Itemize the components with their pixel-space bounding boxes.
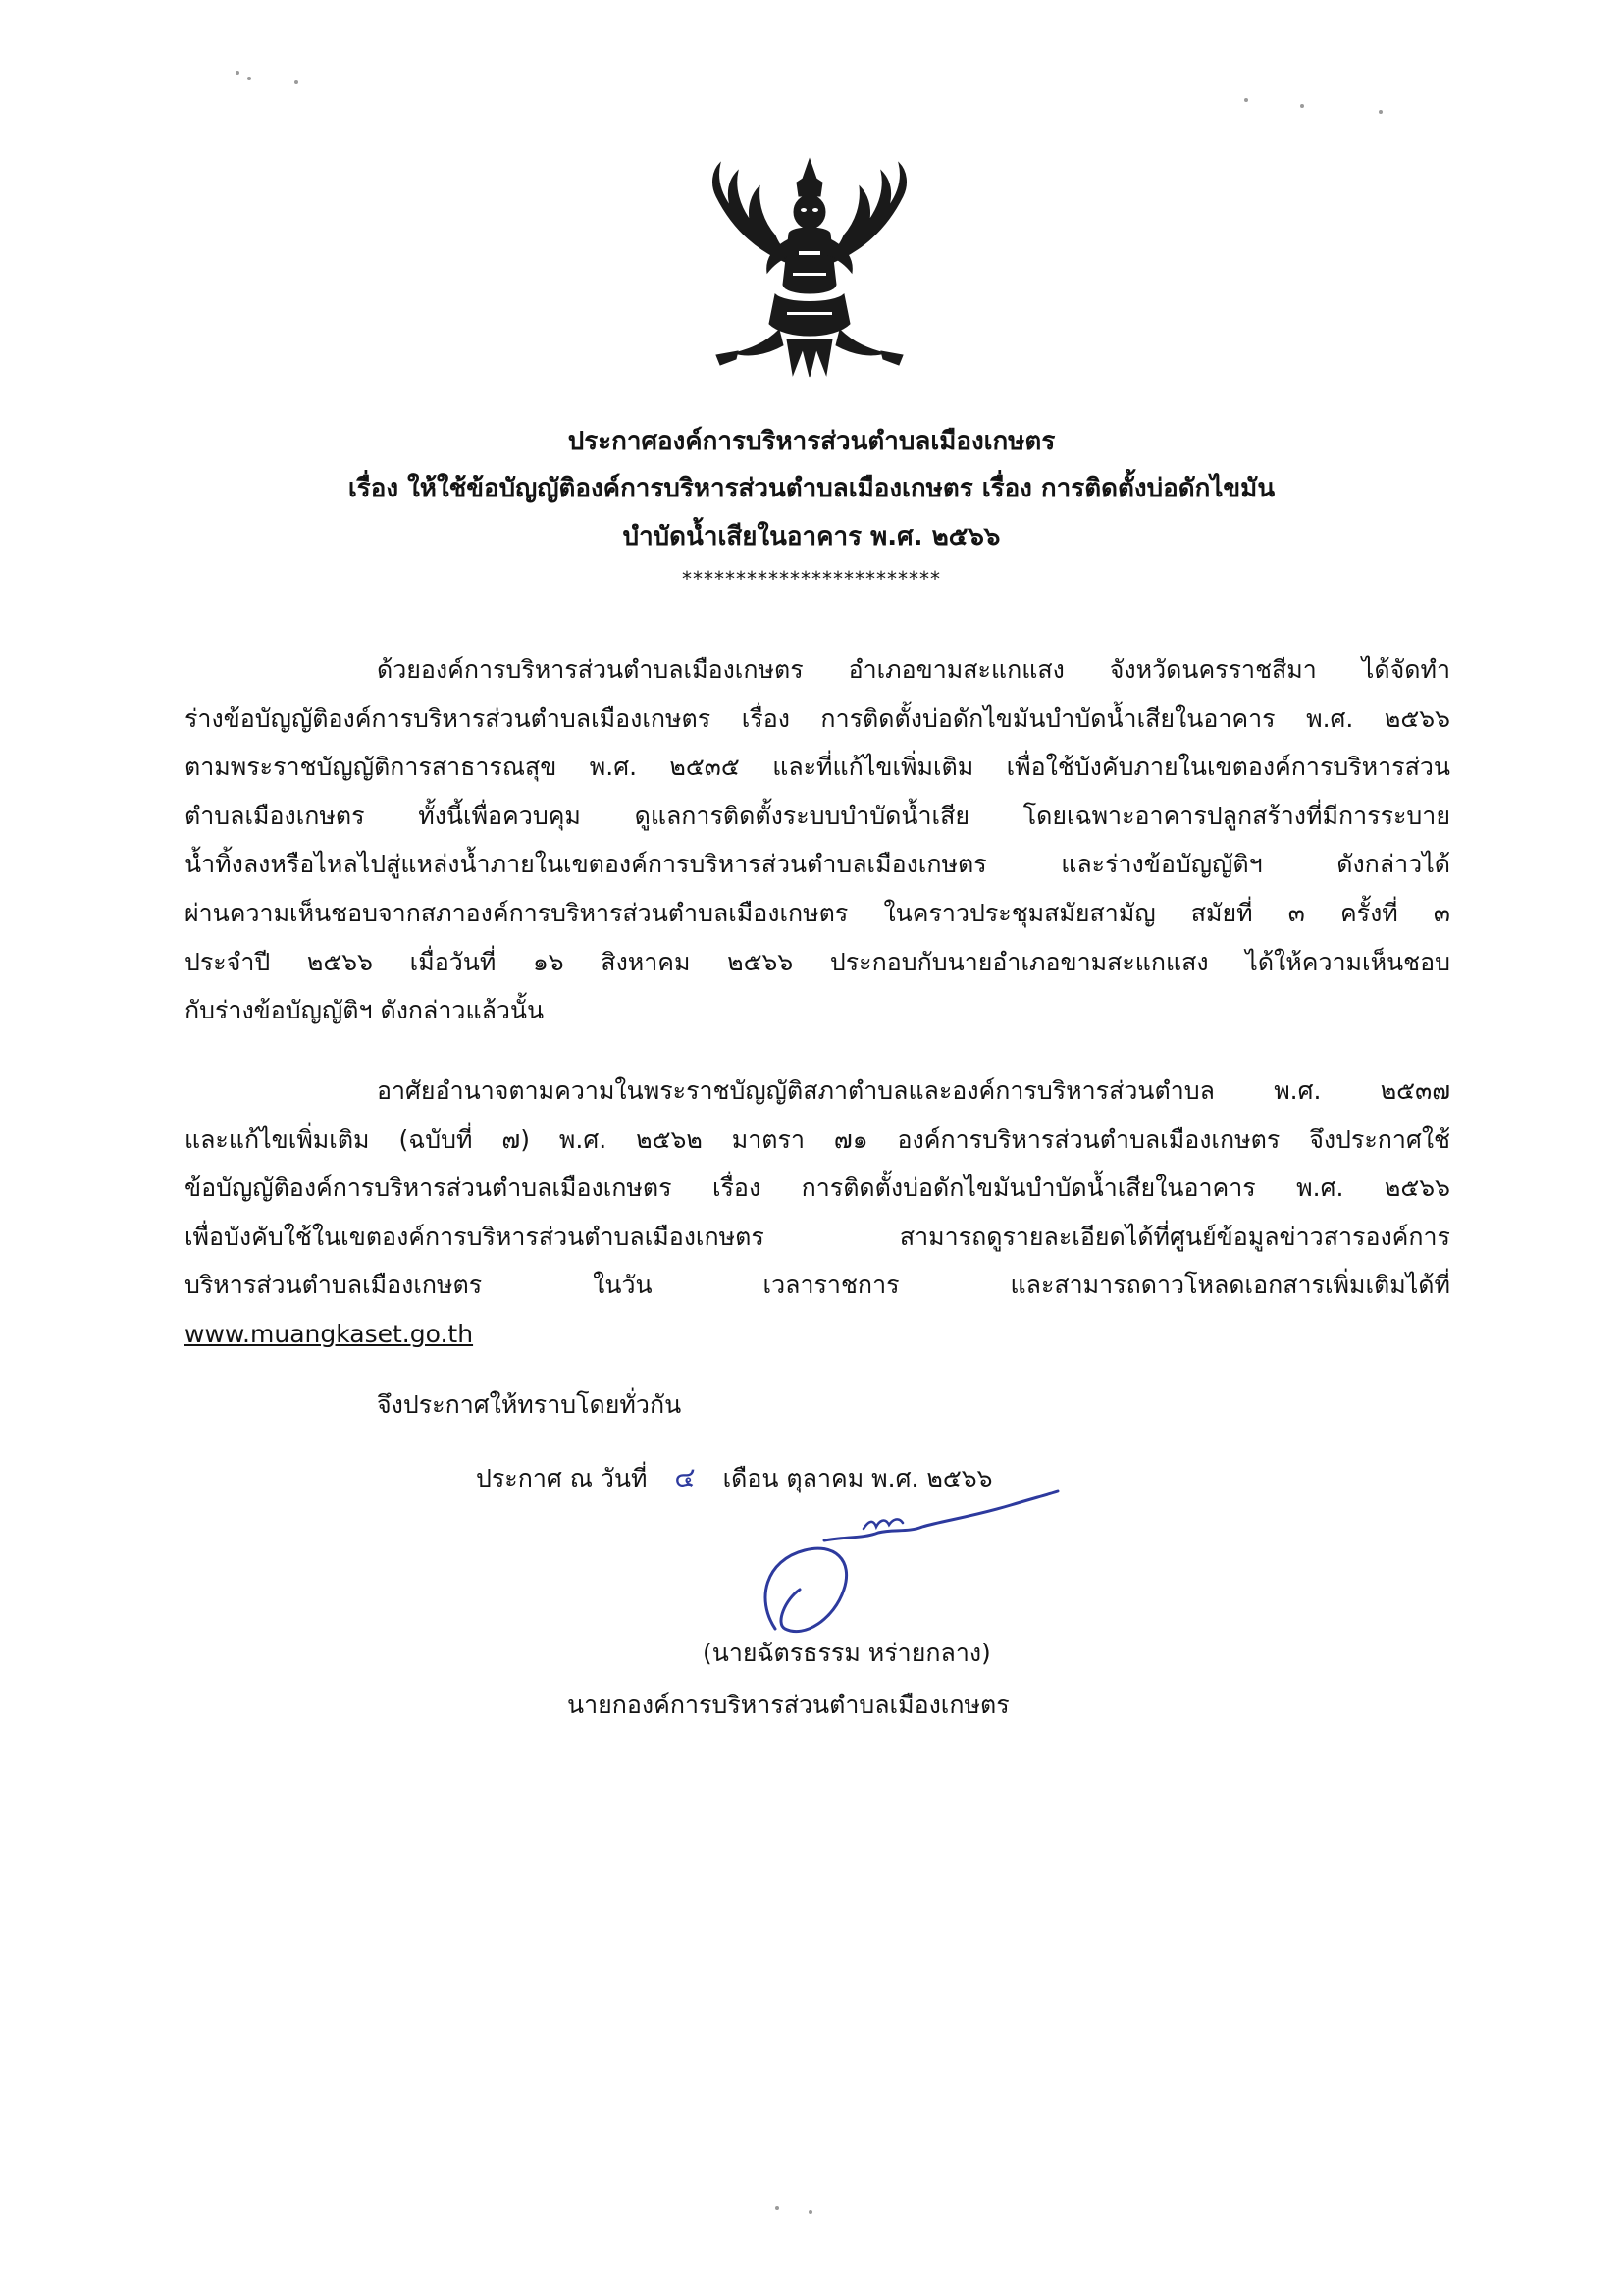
signer-name: (นายฉัตรธรรม หร่ายกลาง) — [703, 1639, 991, 1667]
scan-speck — [809, 2210, 812, 2214]
paragraph-line: ข้อบัญญัติองค์การบริหารส่วนตำบลเมืองเกษตร เรื่อง การติดตั้งบ่อดักไขมันบำบัดน้ำเสียในอาคาร พ.ศ. ๒๕๖๖ — [184, 1174, 1450, 1203]
paragraph-line: กับร่างข้อบัญญัติฯ ดังกล่าวแล้วนั้น — [184, 996, 545, 1025]
paragraph-line: ผ่านความเห็นชอบจากสภาองค์การบริหารส่วนตำบลเมืองเกษตร ในคราวประชุมสมัยสามัญ สมัยที่ ๓ ครั้งที่ ๓ — [184, 898, 1450, 927]
paragraph-line: เพื่อบังคับใช้ในเขตองค์การบริหารส่วนตำบลเมืองเกษตร สามารถดูรายละเอียดได้ที่ศูนย์ข้อมูลข่าวสารองค์การ — [184, 1222, 1450, 1251]
date-month-year: เดือน ตุลาคม พ.ศ. ๒๕๖๖ — [722, 1464, 993, 1492]
paragraph-line: ร่างข้อบัญญัติองค์การบริหารส่วนตำบลเมืองเกษตร เรื่อง การติดตั้งบ่อดักไขมันบำบัดน้ำเสียในอาคาร พ.ศ. ๒๕๖๖ — [184, 704, 1450, 733]
document-title: ประกาศองค์การบริหารส่วนตำบลเมืองเกษตร — [567, 427, 1056, 456]
closing-statement: จึงประกาศให้ทราบโดยทั่วกัน — [377, 1390, 682, 1419]
paragraph-line: น้ำทิ้งลงหรือไหลไปสู่แหล่งน้ำภายในเขตองค์การบริหารส่วนตำบลเมืองเกษตร และร่างข้อบัญญัติฯ ดังกล่าวได้ — [184, 850, 1450, 879]
scan-speck — [236, 71, 239, 75]
scan-speck — [1379, 110, 1383, 114]
document-subject-continued: บำบัดน้ำเสียในอาคาร พ.ศ. ๒๕๖๖ — [622, 522, 1001, 551]
paragraph-line: บริหารส่วนตำบลเมืองเกษตร ในวัน เวลาราชการ และสามารถดาวโหลดเอกสารเพิ่มเติมได้ที่ — [184, 1271, 1450, 1300]
paragraph-line: ตามพระราชบัญญัติการสาธารณสุข พ.ศ. ๒๕๓๕ และที่แก้ไขเพิ่มเติม เพื่อใช้บังคับภายในเขตองค์การบริหารส่วน — [184, 753, 1450, 782]
scan-speck — [247, 77, 251, 80]
paragraph-2 — [184, 1067, 1450, 1359]
paragraph-line: ด้วยองค์การบริหารส่วนตำบลเมืองเกษตร อำเภอขามสะแกแสง จังหวัดนครราชสีมา ได้จัดทำ — [377, 655, 1450, 684]
date-prefix: ประกาศ ณ วันที่ — [476, 1464, 648, 1492]
paragraph-line: และแก้ไขเพิ่มเติม (ฉบับที่ ๗) พ.ศ. ๒๕๖๒ มาตรา ๗๑ องค์การบริหารส่วนตำบลเมืองเกษตร จึงประกาศใช้ — [184, 1124, 1450, 1154]
date-day: ๔ — [674, 1461, 696, 1493]
paragraph-line: ประจำปี ๒๕๖๖ เมื่อวันที่ ๑๖ สิงหาคม ๒๕๖๖ ประกอบกับนายอำเภอขามสะแกแสง ได้ให้ความเห็นชอบ — [184, 947, 1450, 976]
signer-position: นายกองค์การบริหารส่วนตำบลเมืองเกษตร — [567, 1691, 1010, 1719]
scan-speck — [775, 2206, 779, 2210]
scan-speck — [1300, 104, 1304, 108]
paragraph-line: ตำบลเมืองเกษตร ทั้งนี้เพื่อควบคุม ดูแลการติดตั้งระบบบำบัดน้ำเสีย โดยเฉพาะอาคารปลูกสร้างที่มีการระบาย — [184, 801, 1450, 830]
title-divider: ************************ — [682, 567, 941, 591]
website-link[interactable]: www.muangkaset.go.th — [184, 1319, 474, 1348]
paragraph-1 — [184, 646, 1450, 1035]
scan-speck — [294, 80, 298, 84]
scan-speck — [1244, 98, 1248, 102]
paragraph-line: อาศัยอำนาจตามความในพระราชบัญญัติสภาตำบลและองค์การบริหารส่วนตำบล พ.ศ. ๒๕๓๗ — [377, 1076, 1450, 1105]
document-subject: เรื่อง ให้ใช้ข้อบัญญัติองค์การบริหารส่วนตำบลเมืองเกษตร เรื่อง การติดตั้งบ่อดักไขมัน — [347, 474, 1276, 503]
garuda-emblem — [677, 157, 942, 378]
